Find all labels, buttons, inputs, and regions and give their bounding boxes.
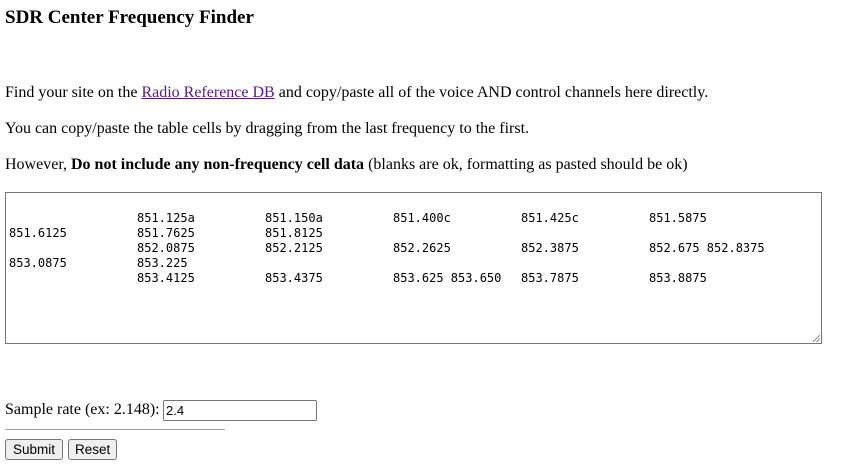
frequency-value: 851.6125 xyxy=(9,226,67,240)
resize-grip-icon[interactable] xyxy=(812,334,820,342)
frequency-value: 853.625 853.650 xyxy=(393,271,502,285)
frequency-textarea[interactable] xyxy=(5,192,822,344)
frequency-value: 851.7625 xyxy=(137,226,195,240)
instruction-text: (blanks are ok, formatting as pasted should be ok) xyxy=(364,156,688,173)
frequency-value: 853.0875 xyxy=(9,256,67,270)
frequency-value: 852.675 852.8375 xyxy=(649,241,765,255)
instruction-paragraph-3 xyxy=(5,155,688,175)
instruction-text: Find your site on the xyxy=(5,84,142,101)
page-title: SDR Center Frequency Finder xyxy=(5,7,254,28)
frequency-value: 853.7875 xyxy=(521,271,579,285)
frequency-value: 851.150a xyxy=(265,211,323,225)
frequency-value: 851.125a xyxy=(137,211,195,225)
frequency-value: 851.5875 xyxy=(649,211,707,225)
sample-rate-input[interactable] xyxy=(163,400,317,421)
instruction-text: and copy/paste all of the voice AND control channels here directly. xyxy=(274,84,709,101)
frequency-value: 853.225 xyxy=(137,256,188,270)
frequency-value: 852.3875 xyxy=(521,241,579,255)
frequency-value: 853.4125 xyxy=(137,271,195,285)
radio-reference-db-link[interactable]: Radio Reference DB xyxy=(141,84,275,101)
frequency-value: 853.8875 xyxy=(649,271,707,285)
frequency-value: 851.425c xyxy=(521,211,579,225)
warning-text: Do not include any non-frequency cell data xyxy=(71,156,365,173)
frequency-value: 852.0875 xyxy=(137,241,195,255)
sample-rate-label: Sample rate (ex: 2.148): xyxy=(5,401,160,418)
frequency-value: 852.2625 xyxy=(393,241,451,255)
submit-button[interactable]: Submit xyxy=(5,439,63,460)
frequency-value: 853.4375 xyxy=(265,271,323,285)
instruction-paragraph-2: You can copy/paste the table cells by dragging from the last frequency to the first. xyxy=(5,120,530,137)
frequency-value: 851.400c xyxy=(393,211,451,225)
divider xyxy=(5,429,225,430)
frequency-value: 852.2125 xyxy=(265,241,323,255)
reset-button[interactable]: Reset xyxy=(68,439,117,460)
instruction-text: However, xyxy=(5,156,71,173)
instruction-paragraph-1 xyxy=(5,83,708,103)
frequency-value: 851.8125 xyxy=(265,226,323,240)
